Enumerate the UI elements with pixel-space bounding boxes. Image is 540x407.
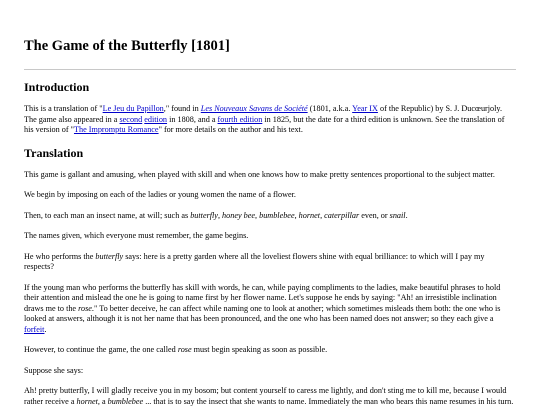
link-impromptu-romance[interactable]: The Impromptu Romance bbox=[73, 125, 159, 134]
link-year-ix[interactable]: Year IX bbox=[352, 104, 378, 113]
translation-paragraph-7: However, to continue the game, the one called rose must begin speaking as soon as possible. bbox=[24, 345, 328, 354]
translation-paragraph-2: We begin by imposing on each of the ladies or young women the name of a flower. bbox=[24, 190, 296, 199]
link-les-nouveaux-savans[interactable]: Les Nouveaux Savans de Société bbox=[200, 104, 308, 113]
link-second[interactable]: second bbox=[119, 114, 143, 124]
translation-paragraph-8: Suppose she says: bbox=[24, 365, 84, 375]
link-le-jeu-du-papillon[interactable]: Le Jeu du Papillon bbox=[102, 104, 164, 113]
link-fourth-edition[interactable]: fourth edition bbox=[217, 114, 263, 124]
translation-paragraph-6: If the young man who performs the butterfly has skill with words, he can, while paying compliments to the ladies, make beautiful phrases to hold their attention and mislead the one he is going to name first by her flower name. Let's suppose he ends by saying: "Ah! an irresistible inclination draws me to the rose." To better deceive, he can affect while naming one to look at another; which sometimes misleads them both: the one who is looked at answers, although it is not her name that has been pronounced, and the one who has been named does not answer; so they each give a forfeit. bbox=[24, 282, 501, 334]
link-forfeit[interactable]: forfeit bbox=[24, 324, 45, 334]
translation-paragraph-5: He who performs the butterfly says: here is a pretty garden where all the loveliest flowers shine with equal brilliance: to which will I pay my respects? bbox=[24, 251, 485, 271]
title-divider bbox=[24, 69, 516, 70]
translation-paragraph-4: The names given, which everyone must remember, the game begins. bbox=[24, 231, 249, 240]
introduction-heading: Introduction bbox=[24, 80, 90, 94]
link-edition[interactable]: edition bbox=[144, 114, 168, 124]
translation-paragraph-1: This game is gallant and amusing, when played with skill and when one knows how to make pretty sentences proportional to the subject matter. bbox=[24, 169, 495, 179]
page-title: The Game of the Butterfly [1801] bbox=[24, 38, 230, 54]
translation-heading: Translation bbox=[24, 145, 84, 160]
translation-paragraph-3: Then, to each man an insect name, at will; such as butterfly, honey bee, bumblebee, hornet, caterpillar even, or snail. bbox=[24, 210, 408, 220]
translation-paragraph-9: Ah! pretty butterfly, I will gladly receive you in my bosom; but content yourself to caress me lightly, and don't sting me to kill me, because I would rather receive a hornet, a bumblebee ... that is to say the insect that she wants to name. Immediately the man who bears this name resumes in his turn. bbox=[24, 386, 514, 406]
intro-paragraph: This is a translation of "Le Jeu du Papillon," found in Les Nouveaux Savans de Société (1801, a.k.a. Year IX of the Republic) by S. J. Ducœurjoly. The game also appeared in a second edition in 1808, and a fourth edition in 1825, but the date for a third edition is unknown. See the translation of his version of "The Impromptu Romance" for more details on the author and his text. bbox=[24, 104, 505, 134]
